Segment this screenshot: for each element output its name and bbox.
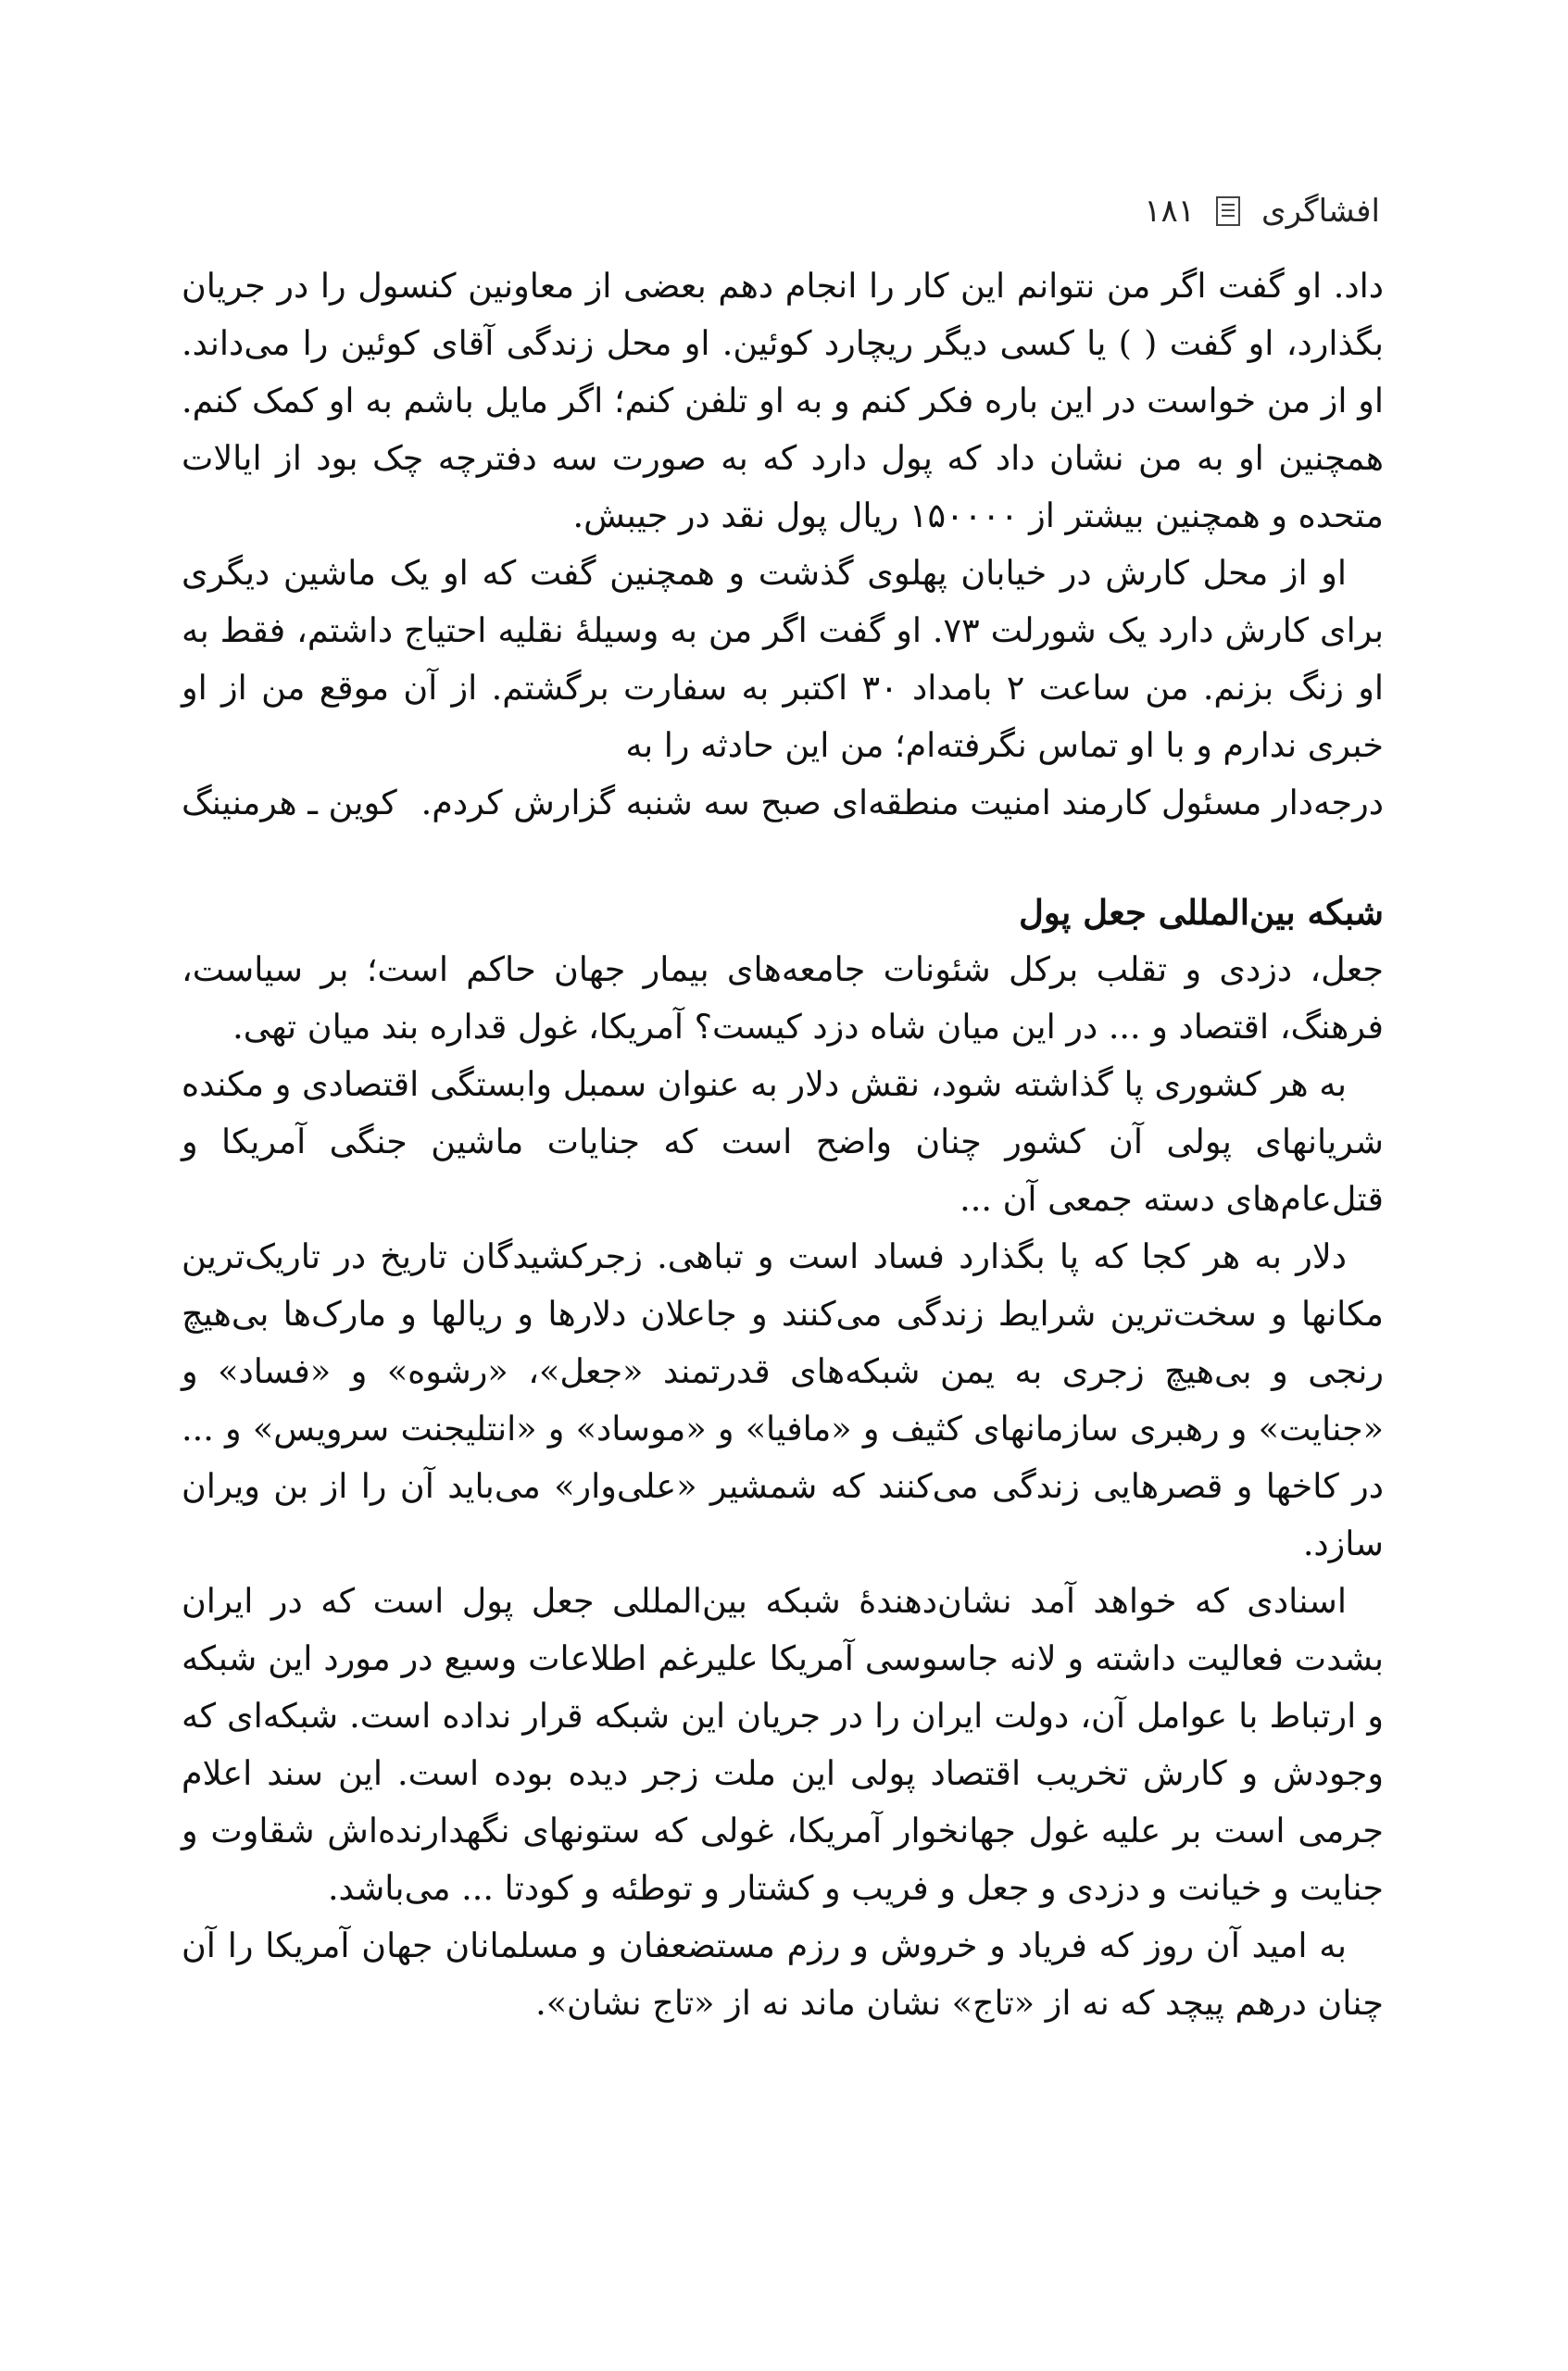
report-paragraph: داد. او گفت اگر من نتوانم این کار را انجام دهم بعضی از معاونین کنسول را در جریان بگذارد، او گفت ( ) یا کسی دیگر ریچارد کوئین. او محل زندگی آقای کوئین را می‌داند. او از من خواست در این باره فکر کنم و به او تلفن کنم؛ اگر مایل باشم به او کمک کنم. همچنین او به من نشان داد که پول دارد که به صورت سه دفترچه چک بود از ایالات متحده و همچنین بیشتر از ۱۵۰۰۰۰ ریال پول نقد در جیبش. — [182, 266, 1384, 535]
section-paragraph: به امید آن روز که فریاد و خروش و رزم مستضعفان و مسلمانان جهان آمریکا را آن چنان درهم پیچد که نه از «تاج» نشان ماند نه از «تاج نشان». — [182, 1926, 1384, 2023]
document-icon — [1215, 195, 1241, 227]
section-paragraph: جعل، دزدی و تقلب برکل شئونات جامعه‌های بیمار جهان حاکم است؛ بر سیاست، فرهنگ، اقتصاد و ... در این میان شاه دزد کیست؟ آمریکا، غول قداره بند میان تهی. — [182, 949, 1384, 1047]
report-closing-text: درجه‌دار مسئول کارمند امنیت منطقه‌ای صبح سه شنبه گزارش کردم. — [420, 783, 1384, 822]
page-number: ۱۸۱ — [1144, 193, 1196, 230]
running-head — [185, 183, 1380, 239]
report-paragraph: او از محل کارش در خیابان پهلوی گذشت و همچنین گفت که او یک ماشین دیگری برای کارش دارد یک شورلت ۷۳. او گفت اگر من به وسیلهٔ نقلیه احتیاج داشتم، فقط به او زنگ بزنم. من ساعت ۲ بامداد ۳۰ اکتبر به سفارت برگشتم. از آن موقع من از او خبری ندارم و با او تماس نگرفته‌ام؛ من این حادثه را به — [182, 553, 1385, 765]
section-title: شبکه بین‌المللی جعل پول — [1018, 892, 1384, 933]
running-title: افشاگری — [1261, 193, 1380, 230]
section-paragraph: دلار به هر کجا که پا بگذارد فساد است و تباهی. زجرکشیدگان تاریخ در تاریک‌ترین مکانها و سخت‌ترین شرایط زندگی می‌کنند و جاعلان دلارها و ریالها و مارک‌ها بی‌هیچ رنجی و بی‌هیچ زجری به یمن شبکه‌های قدرتمند «جعل»، «رشوه» و «فساد» و «جنایت» و رهبری سازمانهای کثیف و «مافیا» و «موساد» و «انتلیجنت سرویس» و ... در کاخها و قصرهایی زندگی می‌کنند که شمشیر «علی‌وار» می‌باید آن را از بن ویران سازد. — [182, 1236, 1384, 1563]
report-signature: کوین ـ هرمنینگ — [182, 783, 397, 822]
report-closing — [182, 774, 1384, 832]
section-paragraph: اسنادی که خواهد آمد نشان‌دهندهٔ شبکه بین‌المللی جعل پول است که در ایران بشدت فعالیت داشته و لانه جاسوسی آمریکا علیرغم اطلاعات وسیع در مورد این شبکه و ارتباط با عوامل آن، دولت ایران را در جریان این شبکه قرار نداده است. شبکه‌ای که وجودش و کارش تخریب اقتصاد پولی این ملت زجر دیده بوده است. این سند اعلام جرمی است بر علیه غول جهانخوار آمریکا، غولی که ستونهای نگهدارنده‌اش شقاوت و جنایت و خیانت و دزدی و جعل و فریب و کشتار و توطئه و کودتا ... می‌باشد. — [182, 1581, 1384, 1908]
section-paragraph: به هر کشوری پا گذاشته شود، نقش دلار به عنوان سمبل وابستگی اقتصادی و مکنده شریانهای پولی آن کشور چنان واضح است که جنایات ماشین جنگی آمریکا و قتل‌عام‌های دسته جمعی آن ... — [182, 1064, 1384, 1219]
page-body — [182, 257, 1384, 2032]
